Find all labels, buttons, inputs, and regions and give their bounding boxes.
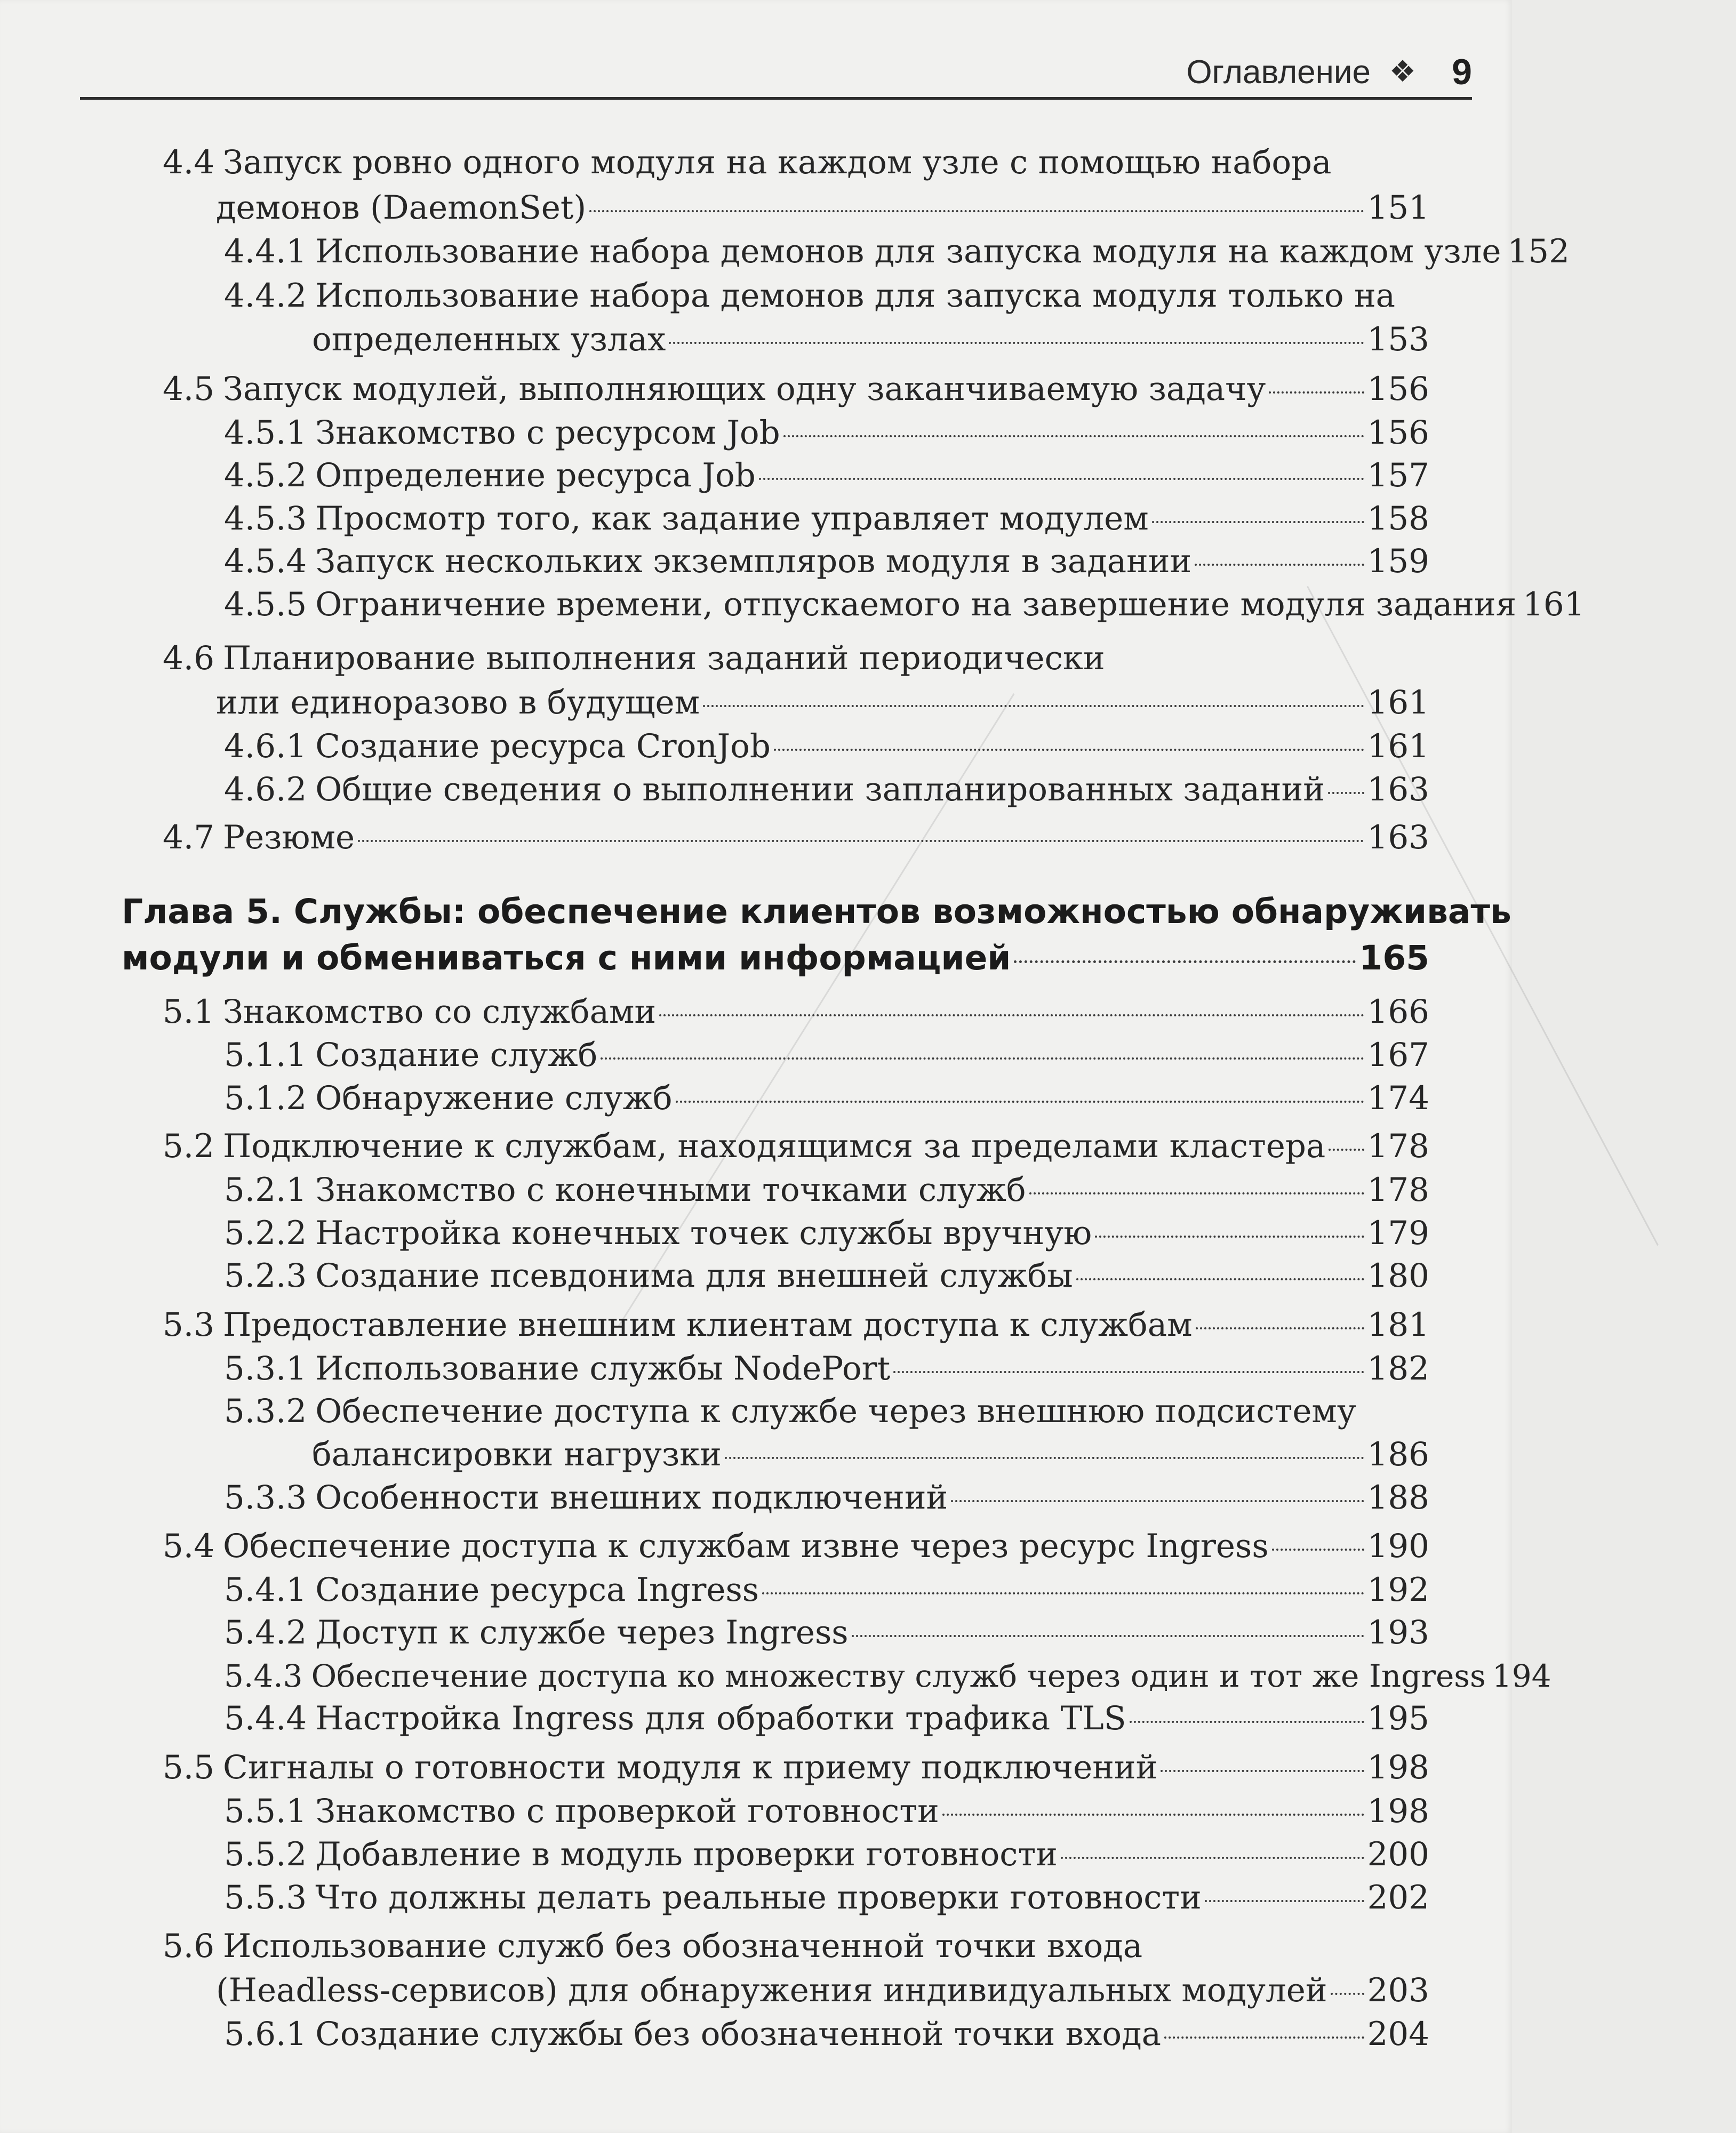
- toc-entry-title: Настройка конечных точек службы вручную: [315, 1214, 1092, 1252]
- toc-entry-page: 193: [1367, 1614, 1429, 1651]
- toc-entry-number: 5.6: [163, 1927, 215, 1965]
- toc-entry-number: 4.6.1: [224, 727, 307, 765]
- toc-entry-title: Доступ к службе через Ingress: [315, 1614, 849, 1651]
- leader-dots: [1076, 1278, 1364, 1280]
- leader-dots: [1029, 1192, 1364, 1194]
- toc-entry-page: 190: [1367, 1527, 1429, 1565]
- chapter-title: модули и обмениваться с ними информацией: [122, 939, 1011, 977]
- toc-entry[interactable]: [0, 816, 1512, 859]
- toc-entry-title: Особенности внешних подключений: [315, 1479, 948, 1517]
- toc-entry-number: 5.3.3: [224, 1479, 307, 1517]
- toc-entry-page: 158: [1367, 500, 1429, 538]
- leader-dots: [659, 1014, 1364, 1016]
- toc-entry-page: 188: [1367, 1479, 1429, 1517]
- leader-dots: [703, 705, 1364, 707]
- toc-entry-title: Определение ресурса Job: [315, 456, 756, 494]
- toc-entry-title: Подключение к службам, находящимся за пределами кластера: [223, 1127, 1326, 1165]
- toc-entry-line1: [0, 1390, 1736, 1433]
- toc-entry-number: 5.4.2: [224, 1614, 307, 1651]
- toc-entry-number: 4.6.2: [224, 771, 307, 808]
- toc-entry-number: 5.2.1: [224, 1171, 307, 1209]
- toc-entry-page: 204: [1367, 2015, 1429, 2053]
- chapter-title: Глава 5. Службы: обеспечение клиентов возможностью обнаруживать: [122, 892, 1511, 931]
- leader-dots: [1152, 521, 1364, 523]
- leader-dots: [725, 1457, 1364, 1459]
- toc-entry-page: 156: [1367, 370, 1429, 408]
- toc-entry[interactable]: [0, 1969, 1512, 2012]
- toc-entry[interactable]: [0, 1746, 1512, 1789]
- toc-entry-title: Планирование выполнения заданий периодически: [223, 639, 1105, 677]
- toc-entry-title: Создание ресурса CronJob: [315, 727, 771, 765]
- toc-entry-title: Создание службы без обозначенной точки входа: [315, 2015, 1162, 2053]
- toc-entry-number: 5.3.2: [224, 1392, 307, 1430]
- toc-entry-number: 5.1: [163, 993, 215, 1031]
- leader-dots: [1328, 792, 1364, 794]
- leader-dots: [893, 1371, 1364, 1373]
- toc-entry-page: 159: [1367, 542, 1429, 580]
- toc-entry-number: 5.4.4: [224, 1699, 307, 1737]
- toc-entry-page: 180: [1367, 1257, 1429, 1295]
- toc-entry-title: Сигналы о готовности модуля к приему подключений: [223, 1749, 1158, 1786]
- toc-entry-number: 5.2.2: [224, 1214, 307, 1252]
- header-page-number: 9: [1452, 52, 1472, 92]
- toc-entry[interactable]: [0, 454, 1512, 497]
- leader-dots: [1164, 2036, 1364, 2039]
- toc-entry-page: 161: [1367, 727, 1429, 765]
- toc-entry[interactable]: [0, 1655, 1551, 1697]
- toc-entry-title: демонов (DaemonSet): [216, 189, 587, 227]
- toc-entry-page: 174: [1367, 1079, 1429, 1117]
- toc-entry-title: Обеспечение доступа к службам извне через ресурс Ingress: [223, 1527, 1269, 1565]
- diamond-ornament-icon: ❖: [1389, 54, 1416, 89]
- leader-dots: [1095, 1236, 1364, 1238]
- toc-entry-page: 200: [1367, 1835, 1429, 1873]
- toc-entry-number: 5.4.3: [224, 1658, 303, 1694]
- toc-entry[interactable]: [0, 1348, 1512, 1390]
- toc-entry-number: 5.4.1: [224, 1571, 307, 1609]
- chapter-page: 165: [1359, 939, 1429, 977]
- toc-entry-page: 156: [1367, 414, 1429, 452]
- toc-entry-title: или единоразово в будущем: [216, 684, 700, 721]
- toc-entry-page: 152: [1507, 232, 1570, 270]
- toc-entry-line1: [0, 637, 1675, 680]
- toc-entry-number: 4.4.2: [224, 277, 307, 315]
- leader-dots: [1196, 1327, 1364, 1329]
- toc-entry-title: Использование набора демонов для запуска модуля только на: [315, 277, 1396, 315]
- toc-entry-title: Запуск ровно одного модуля на каждом узле с помощью набора: [223, 143, 1332, 181]
- toc-entry-title: Общие сведения о выполнении запланированных заданий: [315, 771, 1325, 808]
- leader-dots: [951, 1500, 1364, 1502]
- toc-entry-title: Просмотр того, как задание управляет модулем: [315, 500, 1149, 538]
- toc-entry[interactable]: [0, 1304, 1512, 1346]
- leader-dots: [1329, 1149, 1364, 1151]
- toc-entry-title: определенных узлах: [312, 320, 666, 358]
- toc-entry[interactable]: [0, 412, 1512, 454]
- toc-entry-number: 5.3.1: [224, 1350, 307, 1388]
- leader-dots: [759, 478, 1364, 480]
- toc-entry-title: Создание ресурса Ingress: [315, 1571, 759, 1609]
- toc-entry[interactable]: [0, 768, 1512, 811]
- toc-entry-page: 161: [1367, 684, 1429, 721]
- toc-entry-number: 4.5: [163, 370, 215, 408]
- toc-entry-page: 151: [1367, 189, 1429, 227]
- toc-entry[interactable]: [0, 681, 1512, 724]
- toc-entry[interactable]: [0, 583, 1585, 626]
- toc-entry-number: 5.5: [163, 1749, 215, 1786]
- toc-entry[interactable]: [0, 540, 1512, 583]
- toc-entry-number: 5.6.1: [224, 2015, 307, 2053]
- toc-entry-number: 5.4: [163, 1527, 215, 1565]
- leader-dots: [1161, 1770, 1364, 1772]
- leader-dots: [358, 840, 1364, 842]
- toc-entry-number: 4.7: [163, 819, 215, 856]
- toc-entry-page: 182: [1367, 1350, 1429, 1388]
- toc-entry-number: 5.5.3: [224, 1879, 307, 1917]
- leader-dots: [1331, 1993, 1364, 1995]
- toc-entry-page: 163: [1367, 819, 1429, 856]
- leader-dots: [669, 342, 1364, 344]
- toc-entry-page: 198: [1367, 1792, 1429, 1830]
- toc-entry-page: 195: [1367, 1699, 1429, 1737]
- toc-entry[interactable]: [0, 1697, 1512, 1740]
- toc-entry-title: Предоставление внешним клиентам доступа к службам: [223, 1306, 1193, 1344]
- leader-dots: [1205, 1900, 1364, 1902]
- toc-entry-title: Что должны делать реальные проверки готовности: [315, 1879, 1202, 1917]
- toc-entry-number: 5.3: [163, 1306, 215, 1344]
- toc-entry-page: 186: [1367, 1436, 1429, 1473]
- toc-entry-number: 4.4: [163, 143, 215, 181]
- toc-entry-page: 166: [1367, 993, 1429, 1031]
- toc-entry-title: Создание служб: [315, 1036, 598, 1074]
- toc-entry-line1: [0, 141, 1675, 184]
- toc-entry-page: 167: [1367, 1036, 1429, 1074]
- toc-entry-page: 179: [1367, 1214, 1429, 1252]
- toc-entry[interactable]: [0, 1477, 1512, 1519]
- toc-entry-number: 4.5.1: [224, 414, 307, 452]
- leader-dots: [1195, 564, 1364, 566]
- leader-dots: [942, 1814, 1364, 1816]
- toc-entry-title: Настройка Ingress для обработки трафика TLS: [315, 1699, 1126, 1737]
- toc-entry-number: 4.5.2: [224, 456, 307, 494]
- toc-entry[interactable]: [0, 1034, 1512, 1077]
- toc-entry[interactable]: [0, 1125, 1512, 1168]
- toc-entry-page: 203: [1367, 1971, 1429, 2009]
- toc-entry[interactable]: [0, 2013, 1512, 2056]
- toc-entry-title: Обнаружение служб: [315, 1079, 673, 1117]
- toc-entry-title: Знакомство с проверкой готовности: [315, 1792, 939, 1830]
- toc-entry[interactable]: [0, 991, 1512, 1033]
- toc-entry-number: 4.4.1: [224, 232, 307, 270]
- leader-dots: [783, 435, 1364, 437]
- toc-entry[interactable]: [0, 230, 1570, 273]
- toc-entry-title: Запуск нескольких экземпляров модуля в задании: [315, 542, 1192, 580]
- leader-dots: [1272, 1549, 1364, 1551]
- toc-entry-page: 198: [1367, 1749, 1429, 1786]
- toc-entry-number: 5.5.2: [224, 1835, 307, 1873]
- toc-entry-line1: [0, 1925, 1675, 1968]
- leader-dots: [676, 1101, 1364, 1103]
- toc-entry-number: 5.2.3: [224, 1257, 307, 1295]
- toc-entry[interactable]: [0, 1833, 1512, 1876]
- toc-entry-title: Использование службы NodePort: [315, 1350, 891, 1388]
- toc-entry-number: 5.1.2: [224, 1079, 307, 1117]
- toc-entry-title: Обеспечение доступа к службе через внешнюю подсистему: [315, 1392, 1356, 1430]
- toc-entry-title: Знакомство со службами: [223, 993, 657, 1031]
- toc-entry-page: 178: [1367, 1127, 1429, 1165]
- toc-entry-title: Обеспечение доступа ко множеству служб через один и тот же Ingress: [311, 1658, 1486, 1694]
- header-title: Оглавление: [1186, 54, 1371, 91]
- toc-entry-title: Резюме: [223, 819, 355, 856]
- toc-entry-title: Запуск модулей, выполняющих одну заканчиваемую задачу: [223, 370, 1266, 408]
- leader-dots: [1130, 1721, 1364, 1723]
- toc-entry-page: 194: [1492, 1658, 1551, 1694]
- leader-dots: [1061, 1857, 1364, 1859]
- leader-dots: [1014, 960, 1356, 963]
- toc-entry-number: 4.5.5: [224, 586, 307, 623]
- toc-entry[interactable]: [0, 187, 1512, 229]
- leader-dots: [852, 1635, 1364, 1637]
- toc-entry-page: 157: [1367, 456, 1429, 494]
- toc-entry[interactable]: [0, 1611, 1512, 1654]
- toc-entry[interactable]: [0, 725, 1512, 768]
- toc-entry-page: 192: [1367, 1571, 1429, 1609]
- toc-entry-number: 5.2: [163, 1127, 215, 1165]
- toc-entry[interactable]: [0, 1169, 1512, 1212]
- toc-entry[interactable]: [0, 318, 1512, 361]
- leader-dots: [601, 1057, 1364, 1060]
- toc-entry-number: 4.6: [163, 639, 215, 677]
- toc-entry-title: балансировки нагрузки: [312, 1436, 722, 1473]
- toc-entry-page: 161: [1523, 586, 1585, 623]
- toc-entry-number: 4.5.4: [224, 542, 307, 580]
- toc-entry[interactable]: [0, 368, 1512, 411]
- toc-entry-number: 5.5.1: [224, 1792, 307, 1830]
- toc-entry-page: 178: [1367, 1171, 1429, 1209]
- toc-entry[interactable]: [0, 1255, 1512, 1297]
- toc-entry-number: 5.1.1: [224, 1036, 307, 1074]
- toc-entry-title: Использование служб без обозначенной точки входа: [223, 1927, 1143, 1965]
- toc-entry[interactable]: [0, 1525, 1512, 1568]
- toc-entry-number: 4.5.3: [224, 500, 307, 538]
- leader-dots: [1269, 391, 1364, 394]
- leader-dots: [774, 749, 1364, 751]
- toc-entry[interactable]: [0, 1569, 1512, 1611]
- toc-entry-title: Использование набора демонов для запуска модуля на каждом узле: [315, 232, 1501, 270]
- toc-entry-page: 153: [1367, 320, 1429, 358]
- toc-entry-line1: [0, 275, 1736, 317]
- toc-entry[interactable]: [0, 1077, 1512, 1120]
- chapter-heading[interactable]: [0, 937, 1512, 980]
- chapter-heading-line1: [0, 891, 1634, 933]
- toc-entry-page: 163: [1367, 771, 1429, 808]
- toc-entry[interactable]: [0, 1433, 1512, 1476]
- toc-entry-title: Ограничение времени, отпускаемого на завершение модуля задания: [315, 586, 1517, 623]
- toc-entry-title: Знакомство с ресурсом Job: [315, 414, 780, 452]
- toc-entry[interactable]: [0, 498, 1512, 540]
- toc-entry-title: Добавление в модуль проверки готовности: [315, 1835, 1058, 1873]
- leader-dots: [589, 210, 1364, 212]
- leader-dots: [762, 1592, 1364, 1594]
- toc-entry-title: Создание псевдонима для внешней службы: [315, 1257, 1073, 1295]
- toc-entry-page: 181: [1367, 1306, 1429, 1344]
- toc-entry[interactable]: [0, 1790, 1512, 1833]
- toc-entry-title: Знакомство с конечными точками служб: [315, 1171, 1026, 1209]
- toc-entry[interactable]: [0, 1212, 1512, 1255]
- toc-entry[interactable]: [0, 1877, 1512, 1919]
- toc-entry-page: 202: [1367, 1879, 1429, 1917]
- toc-entry-title: (Headless-сервисов) для обнаружения индивидуальных модулей: [216, 1971, 1327, 2009]
